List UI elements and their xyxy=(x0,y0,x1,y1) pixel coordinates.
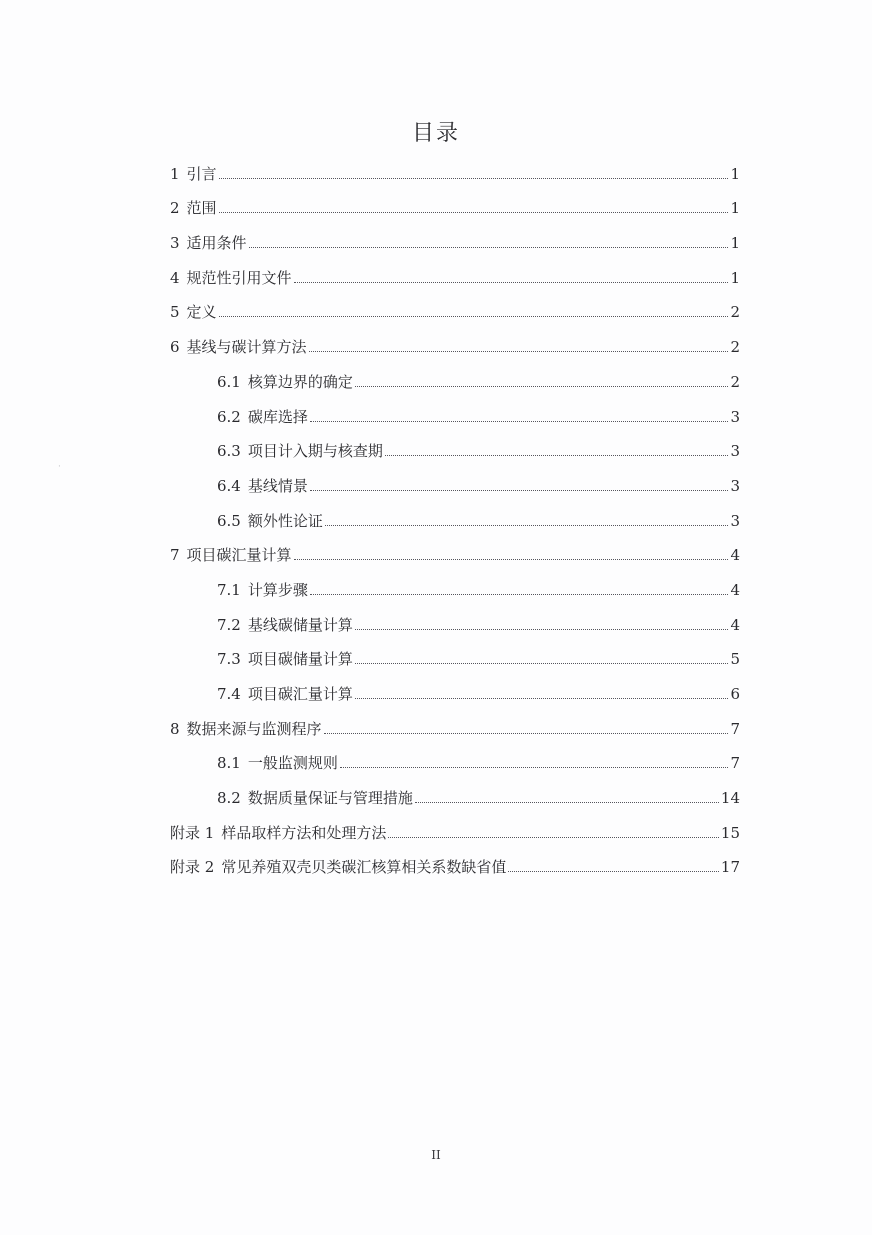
toc-entry-page: 5 xyxy=(730,650,740,669)
toc-entry[interactable] xyxy=(170,321,740,356)
toc-entry[interactable] xyxy=(170,530,740,565)
toc-entry-title: 基线与碳计算方法 xyxy=(186,338,307,357)
toc-dot-leader xyxy=(294,559,729,560)
toc-entry-page: 15 xyxy=(720,823,740,842)
toc-entry[interactable] xyxy=(170,287,740,322)
toc-entry-title: 样品取样方法和处理方法 xyxy=(221,823,387,842)
toc-entry-title: 定义 xyxy=(186,303,217,322)
toc-entry-title: 项目碳汇量计算 xyxy=(186,546,292,565)
toc-entry[interactable] xyxy=(170,564,740,599)
toc-dot-leader xyxy=(355,698,729,699)
toc-entry-title: 数据质量保证与管理措施 xyxy=(247,789,413,808)
toc-entry-page: 6 xyxy=(730,685,740,703)
toc-dot-leader xyxy=(388,837,719,838)
toc-entry-number: 6.2 xyxy=(217,407,241,426)
toc-entry[interactable] xyxy=(170,703,740,738)
toc-entry-page: 3 xyxy=(730,442,740,461)
toc-entry-title: 核算边界的确定 xyxy=(247,372,353,391)
toc-entry-page: 2 xyxy=(730,372,740,391)
toc-entry-number: 附录 2 xyxy=(170,858,215,877)
toc-entry-number: 7.1 xyxy=(217,580,241,599)
toc-entry-title: 项目碳汇量计算 xyxy=(247,685,353,703)
toc-dot-leader xyxy=(219,316,729,317)
toc-entry-page: 1 xyxy=(730,234,740,253)
toc-entry[interactable] xyxy=(170,391,740,426)
toc-entry-page: 2 xyxy=(730,303,740,322)
toc-entry-title: 规范性引用文件 xyxy=(186,268,292,287)
toc-entry-number: 5 xyxy=(170,303,180,322)
toc-entry-title: 数据来源与监测程序 xyxy=(186,719,322,738)
toc-entry-page: 14 xyxy=(720,789,740,808)
toc-dot-leader xyxy=(355,386,729,387)
toc-entry-number: 7.2 xyxy=(217,615,241,634)
toc-entry[interactable] xyxy=(170,599,740,634)
toc-entry[interactable] xyxy=(170,738,740,773)
toc-entry-number: 附录 1 xyxy=(170,823,215,842)
toc-entry[interactable] xyxy=(170,460,740,495)
table-of-contents xyxy=(170,148,740,876)
toc-entry-page: 7 xyxy=(730,754,740,773)
toc-dot-leader xyxy=(355,629,729,630)
toc-entry-number: 6.5 xyxy=(217,511,241,530)
toc-entry-page: 4 xyxy=(730,546,740,565)
toc-entry-page: 7 xyxy=(730,719,740,738)
toc-dot-leader xyxy=(415,802,719,803)
toc-dot-leader xyxy=(310,594,729,595)
toc-entry-title: 项目计入期与核查期 xyxy=(247,442,383,461)
toc-entry-page: 3 xyxy=(730,511,740,530)
toc-entry-number: 8 xyxy=(170,719,180,738)
toc-entry[interactable] xyxy=(170,426,740,461)
toc-dot-leader xyxy=(310,490,729,491)
page-title: 目录 xyxy=(411,121,460,146)
toc-entry[interactable] xyxy=(170,634,740,669)
toc-dot-leader xyxy=(249,247,729,248)
toc-entry-title: 项目碳储量计算 xyxy=(247,650,353,669)
toc-dot-leader xyxy=(219,212,729,213)
toc-entry-number: 7.3 xyxy=(217,650,241,669)
toc-dot-leader xyxy=(355,663,729,664)
toc-entry-number: 6.1 xyxy=(217,372,241,391)
toc-entry-page: 2 xyxy=(730,338,740,357)
toc-entry-page: 4 xyxy=(730,580,740,599)
toc-entry-title: 碳库选择 xyxy=(247,407,308,426)
toc-entry-page: 1 xyxy=(730,268,740,287)
toc-entry-number: 3 xyxy=(170,234,180,253)
toc-entry-page: 3 xyxy=(730,407,740,426)
toc-entry-page: 1 xyxy=(730,199,740,218)
toc-entry-number: 8.2 xyxy=(217,789,241,808)
toc-entry-title: 适用条件 xyxy=(186,234,247,253)
toc-dot-leader xyxy=(310,421,729,422)
scan-artifact: · xyxy=(58,462,61,472)
toc-entry-title: 常见养殖双壳贝类碳汇核算相关系数缺省值 xyxy=(221,858,507,877)
toc-dot-leader xyxy=(294,282,729,283)
toc-dot-leader xyxy=(219,178,729,179)
toc-entry-number: 6.3 xyxy=(217,442,241,461)
toc-entry[interactable] xyxy=(170,772,740,807)
toc-entry-page: 3 xyxy=(730,476,740,495)
toc-entry[interactable] xyxy=(170,217,740,252)
toc-entry-title: 范围 xyxy=(186,199,217,218)
toc-entry-number: 7.4 xyxy=(217,685,241,703)
toc-entry-title: 基线碳储量计算 xyxy=(247,615,353,634)
toc-dot-leader xyxy=(340,767,729,768)
toc-entry-number: 4 xyxy=(170,268,180,287)
toc-entry-number: 7 xyxy=(170,546,180,565)
toc-entry[interactable] xyxy=(170,183,740,218)
toc-dot-leader xyxy=(508,871,719,872)
toc-entry[interactable] xyxy=(170,807,740,842)
toc-entry[interactable] xyxy=(170,356,740,391)
toc-dot-leader xyxy=(324,733,729,734)
toc-entry-number: 6.4 xyxy=(217,476,241,495)
toc-entry-number: 8.1 xyxy=(217,754,241,773)
toc-entry-title: 计算步骤 xyxy=(247,580,308,599)
toc-entry-number: 6 xyxy=(170,338,180,357)
toc-entry-title: 一般监测规则 xyxy=(247,754,338,773)
toc-entry-page: 1 xyxy=(730,164,740,183)
toc-entry-number: 1 xyxy=(170,164,180,183)
toc-entry-title: 引言 xyxy=(186,164,217,183)
toc-entry-title: 额外性论证 xyxy=(247,511,323,530)
toc-entry[interactable] xyxy=(170,252,740,287)
toc-dot-leader xyxy=(325,525,729,526)
toc-entry-title: 基线情景 xyxy=(247,476,308,495)
toc-dot-leader xyxy=(385,455,729,456)
page-number: II xyxy=(431,1148,441,1162)
toc-entry[interactable] xyxy=(170,842,740,877)
toc-entry[interactable] xyxy=(170,668,740,703)
toc-entry[interactable] xyxy=(170,148,740,183)
toc-entry-page: 4 xyxy=(730,615,740,634)
toc-entry[interactable] xyxy=(170,495,740,530)
toc-entry-number: 2 xyxy=(170,199,180,218)
toc-entry-page: 17 xyxy=(720,858,740,877)
toc-dot-leader xyxy=(309,351,729,352)
